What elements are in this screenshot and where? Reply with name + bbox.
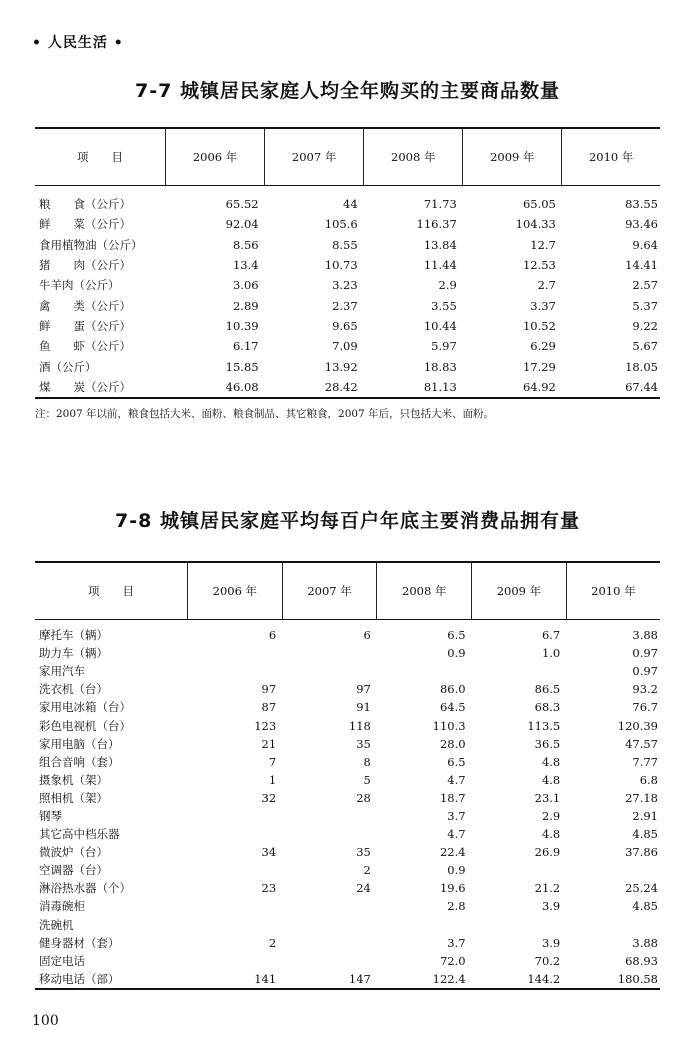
table-cell: 9.22: [632, 318, 658, 333]
table-cell: 147: [348, 971, 371, 986]
table-row: [35, 897, 660, 915]
column-header: 项 目: [88, 584, 134, 598]
table-cell: 9.64: [632, 237, 658, 252]
table-cell: 113.5: [527, 718, 561, 733]
table-row: [35, 336, 660, 356]
table-cell: 71.73: [423, 197, 457, 212]
table-cell: 12.7: [530, 237, 556, 252]
table-row: [35, 255, 660, 275]
table-cell: 93.46: [625, 217, 658, 232]
table-row: [35, 952, 660, 970]
table-cell: 0.9: [447, 646, 466, 661]
table-cell: [472, 662, 567, 680]
table-cell: [472, 861, 567, 879]
table-cell: 97: [356, 682, 371, 697]
table-cell: 9.65: [332, 318, 358, 333]
table-row: [35, 934, 660, 952]
table-cell: 10.39: [225, 318, 259, 333]
page-number: 100: [32, 1013, 59, 1029]
table-cell: [282, 807, 377, 825]
row-label: 家用电冰箱（台）: [39, 700, 131, 715]
table-cell: 24: [356, 881, 371, 896]
table-cell: 2.37: [332, 298, 358, 313]
table-cell: [188, 662, 283, 680]
table-row: [35, 861, 660, 879]
table-cell: [377, 916, 472, 934]
row-label: 消毒碗柜: [39, 899, 85, 914]
table-row: [35, 735, 660, 753]
row-label: 其它高中档乐器: [39, 827, 120, 842]
row-label: 鲜 菜（公斤）: [39, 217, 131, 232]
row-label: 家用电脑（台）: [39, 736, 120, 751]
table1-note: 注：2007 年以前，粮食包括大米、面粉、粮食制品、其它粮食，2007 年后，只包括大米、面粉。: [35, 408, 495, 420]
table-cell: 2.9: [541, 808, 561, 823]
table-cell: 35: [356, 736, 371, 751]
table-cell: 25.24: [625, 881, 658, 896]
running-header: • 人民生活 •: [32, 35, 124, 51]
table-cell: 180.58: [617, 971, 658, 986]
row-label: 鲜 蛋（公斤）: [39, 318, 131, 333]
table-cell: 4.8: [541, 754, 561, 769]
row-label: 移动电话（部）: [39, 971, 120, 986]
table-cell: 1.0: [541, 646, 561, 661]
row-label: 摩托车（辆）: [39, 628, 108, 643]
table-cell: 5: [363, 772, 371, 787]
table-cell: 72.0: [439, 953, 466, 968]
table-cell: 3.06: [232, 278, 259, 293]
table-cell: 4.85: [632, 899, 658, 914]
table-cell: 36.5: [534, 736, 561, 751]
table-cell: 116.37: [416, 217, 457, 232]
table-row: [35, 620, 660, 645]
table-cell: 3.88: [632, 628, 658, 643]
column-header: 2009 年: [472, 562, 567, 620]
table-cell: [282, 934, 377, 952]
row-label: 酒（公斤）: [39, 359, 97, 374]
table-cell: 2.89: [232, 298, 259, 313]
table-cell: 3.9: [541, 899, 561, 914]
row-label: 粮 食（公斤）: [39, 197, 131, 212]
table-cell: 13.84: [423, 237, 457, 252]
table-cell: 10.52: [522, 318, 556, 333]
table1-body: [35, 186, 660, 398]
table-row: [35, 295, 660, 315]
table-cell: 21: [261, 736, 277, 751]
table-cell: 105.6: [324, 217, 358, 232]
table-cell: 92.04: [225, 217, 259, 232]
table-cell: 13.4: [232, 258, 259, 273]
row-label: 淋浴热水器（个）: [39, 881, 131, 896]
table-cell: 2: [268, 935, 277, 950]
table-cell: 6.5: [447, 628, 466, 643]
table-cell: 5.67: [632, 339, 658, 354]
table-cell: 104.33: [515, 217, 556, 232]
table-cell: 3.55: [431, 298, 457, 313]
row-label: 组合音响（套）: [39, 754, 120, 769]
row-label: 钢琴: [39, 808, 62, 823]
table-cell: 7.77: [632, 754, 658, 769]
table-cell: 6.7: [541, 628, 561, 643]
table-cell: 3.23: [332, 278, 358, 293]
table-cell: 4.7: [447, 772, 466, 787]
table-cell: 2.8: [447, 899, 466, 914]
table-cell: 6.8: [639, 772, 658, 787]
table-cell: 11.44: [423, 258, 457, 273]
table1: [35, 127, 660, 399]
table-cell: 0.9: [447, 863, 466, 878]
table-cell: 97: [261, 682, 277, 697]
table-cell: 68.3: [534, 700, 561, 715]
table-cell: [377, 662, 472, 680]
table-cell: [188, 861, 283, 879]
table-cell: 3.7: [447, 935, 466, 950]
table-cell: [188, 897, 283, 915]
table-cell: 4.85: [632, 827, 658, 842]
table-row: [35, 235, 660, 255]
table-cell: 120.39: [617, 718, 658, 733]
column-header: 2010 年: [562, 128, 660, 186]
table-cell: 141: [254, 971, 277, 986]
table1-title: 7-7 城镇居民家庭人均全年购买的主要商品数量: [135, 80, 560, 102]
table-row: [35, 807, 660, 825]
table2: [35, 561, 660, 990]
table2-body: [35, 620, 660, 989]
table-cell: [188, 952, 283, 970]
table-row: [35, 843, 660, 861]
table-row: [35, 644, 660, 662]
table-cell: 1: [268, 772, 277, 787]
table-cell: 6: [363, 628, 371, 643]
row-label: 微波炉（台）: [39, 845, 108, 860]
table-cell: [282, 662, 377, 680]
table-row: [35, 662, 660, 680]
row-label: 助力车（辆）: [39, 646, 108, 661]
table-cell: 0.97: [632, 646, 658, 661]
column-header: 2008 年: [377, 562, 472, 620]
table-cell: 6.5: [447, 754, 466, 769]
table-cell: 65.05: [522, 197, 556, 212]
table-cell: 23.1: [534, 790, 561, 805]
table-cell: 91: [356, 700, 371, 715]
table-cell: 6.17: [232, 339, 259, 354]
row-label: 照相机（架）: [39, 790, 108, 805]
table-cell: [282, 825, 377, 843]
row-label: 煤 炭（公斤）: [39, 379, 131, 394]
table-cell: 0.97: [632, 664, 658, 679]
table-cell: 3.7: [447, 808, 466, 823]
table-cell: 3.9: [541, 935, 561, 950]
table-row: [35, 186, 660, 215]
table-cell: 86.0: [439, 682, 466, 697]
table-cell: 4.8: [541, 827, 561, 842]
table-row: [35, 879, 660, 897]
table-cell: 67.44: [625, 379, 658, 394]
column-header: 2010 年: [566, 562, 660, 620]
table-row: [35, 698, 660, 716]
table-cell: [282, 916, 377, 934]
table-cell: 2.57: [632, 278, 658, 293]
table-row: [35, 356, 660, 376]
table-cell: 4.8: [541, 772, 561, 787]
row-label: 摄象机（架）: [39, 772, 108, 787]
table-cell: 19.6: [439, 881, 466, 896]
table-cell: 28.42: [324, 379, 358, 394]
row-label: 健身器材（套）: [39, 935, 120, 950]
table-cell: 8: [363, 754, 371, 769]
table-cell: 26.9: [534, 845, 561, 860]
table-cell: 144.2: [527, 971, 561, 986]
table-cell: [282, 952, 377, 970]
table-cell: [566, 916, 660, 934]
column-header: 2006 年: [188, 562, 283, 620]
table-cell: 18.05: [625, 359, 658, 374]
table-cell: [472, 916, 567, 934]
table-cell: 32: [261, 790, 277, 805]
row-label: 牛羊肉（公斤）: [39, 278, 120, 293]
table-cell: 2: [363, 863, 371, 878]
table-cell: 34: [261, 845, 277, 860]
table-cell: 10.73: [324, 258, 358, 273]
table-cell: 110.3: [432, 718, 466, 733]
table-cell: 93.2: [632, 682, 658, 697]
table-cell: 14.41: [625, 258, 658, 273]
table-cell: 2.91: [632, 808, 658, 823]
table-row: [35, 275, 660, 295]
table-cell: 70.2: [534, 953, 561, 968]
table-cell: 22.4: [439, 845, 466, 860]
table-cell: 2.9: [438, 278, 457, 293]
row-label: 食用植物油（公斤）: [39, 237, 143, 252]
table-row: [35, 771, 660, 789]
table-cell: 3.37: [530, 298, 556, 313]
table-cell: 28: [356, 790, 371, 805]
table-cell: 28.0: [439, 736, 466, 751]
table-cell: 5.37: [632, 298, 658, 313]
table-cell: 87: [261, 700, 277, 715]
table-cell: 35: [356, 845, 371, 860]
table-cell: 65.52: [225, 197, 259, 212]
table2-header-row: [35, 562, 660, 620]
table-cell: [188, 916, 283, 934]
table-cell: 10.44: [423, 318, 457, 333]
row-label: 禽 类（公斤）: [39, 298, 131, 313]
table-cell: 37.86: [625, 845, 658, 860]
table-cell: 3.88: [632, 935, 658, 950]
table-cell: 46.08: [225, 379, 259, 394]
table-cell: 123: [254, 718, 277, 733]
table-cell: 86.5: [534, 682, 561, 697]
table-row: [35, 825, 660, 843]
table-cell: 118: [348, 718, 371, 733]
table-cell: [188, 807, 283, 825]
row-label: 家用汽车: [39, 664, 85, 679]
table-cell: 15.85: [225, 359, 259, 374]
table-cell: 81.13: [423, 379, 457, 394]
row-label: 彩色电视机（台）: [39, 718, 131, 733]
table-cell: 47.57: [625, 736, 658, 751]
table-row: [35, 753, 660, 771]
table-cell: [566, 861, 660, 879]
row-label: 洗碗机: [39, 917, 74, 932]
table-cell: 5.97: [431, 339, 457, 354]
table-cell: 8.55: [332, 237, 358, 252]
table-row: [35, 680, 660, 698]
table-cell: 23: [261, 881, 277, 896]
column-header: 项 目: [77, 150, 123, 164]
row-label: 洗衣机（台）: [39, 682, 108, 697]
table-row: [35, 377, 660, 398]
table-row: [35, 916, 660, 934]
table-cell: 68.93: [625, 953, 658, 968]
table-cell: 76.7: [632, 700, 658, 715]
column-header: 2006 年: [166, 128, 265, 186]
table1-header-row: [35, 128, 660, 186]
table-row: [35, 316, 660, 336]
table-cell: 6: [268, 628, 277, 643]
table-cell: 44: [343, 197, 358, 212]
table-cell: 6.29: [530, 339, 556, 354]
table-cell: 2.7: [537, 278, 556, 293]
row-label: 固定电话: [39, 953, 85, 968]
table-cell: 27.18: [625, 790, 658, 805]
table-cell: 17.29: [522, 359, 556, 374]
table-cell: [188, 825, 283, 843]
table-cell: 8.56: [232, 237, 259, 252]
table-cell: 7: [268, 754, 277, 769]
table-row: [35, 789, 660, 807]
row-label: 鱼 虾（公斤）: [39, 339, 131, 354]
column-header: 2008 年: [364, 128, 463, 186]
table-row: [35, 214, 660, 234]
column-header: 2009 年: [463, 128, 562, 186]
table-cell: 12.53: [522, 258, 556, 273]
column-header: 2007 年: [282, 562, 377, 620]
table-cell: 4.7: [447, 827, 466, 842]
table-cell: 64.92: [522, 379, 556, 394]
table-cell: 21.2: [534, 881, 561, 896]
table-cell: 83.55: [625, 197, 658, 212]
table-cell: 64.5: [439, 700, 466, 715]
table-cell: 7.09: [332, 339, 358, 354]
table-row: [35, 716, 660, 734]
table-cell: [282, 644, 377, 662]
table-cell: 122.4: [432, 971, 466, 986]
table-cell: 13.92: [324, 359, 358, 374]
table2-title: 7-8 城镇居民家庭平均每百户年底主要消费品拥有量: [115, 510, 580, 532]
table-row: [35, 970, 660, 989]
column-header: 2007 年: [265, 128, 364, 186]
table-cell: 18.7: [439, 790, 466, 805]
table-cell: 18.83: [423, 359, 457, 374]
row-label: 空调器（台）: [39, 863, 108, 878]
row-label: 猪 肉（公斤）: [39, 258, 131, 273]
table-cell: [188, 644, 283, 662]
table-cell: [282, 897, 377, 915]
